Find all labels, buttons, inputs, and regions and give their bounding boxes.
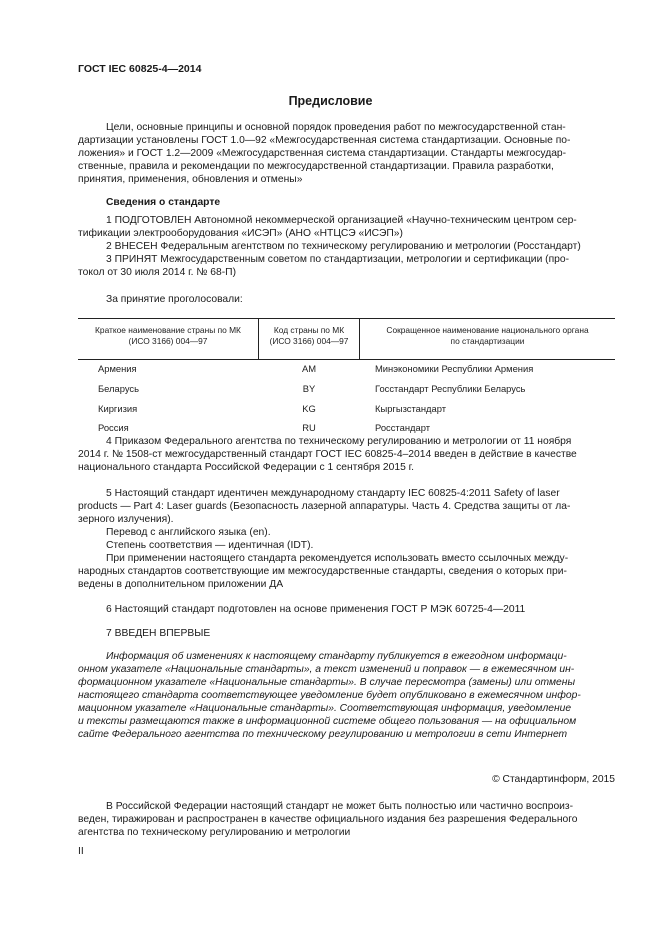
table-header-code: [259, 325, 359, 347]
legal-line: веден, тиражирован и распространен в качестве официального издания без разрешения Федерального: [78, 814, 578, 825]
legal-line: агентства по техническому регулированию и метрологии: [78, 827, 351, 838]
usage-line: ведены в дополнительном приложении ДА: [78, 579, 284, 590]
item-3-line: токол от 30 июля 2014 г. № 68-П): [78, 267, 237, 278]
table-cell-body: Госстандарт Республики Беларусь: [375, 383, 526, 394]
table-cell-body: Минэкономики Республики Армения: [375, 363, 534, 374]
table-cell-body: Кыргызстандарт: [375, 403, 447, 414]
translation-note: Перевод с английского языка (en).: [106, 527, 271, 538]
item-1-line: тификации электрооборудования «ИСЭП» (АНО «НТЦСЭ «ИСЭП»): [78, 228, 403, 239]
header-line: (ИСО 3166) 004—97: [269, 336, 349, 346]
intro-line: Цели, основные принципы и основной порядок проведения работ по межгосударственной стан-: [106, 122, 566, 133]
item-2: 2 ВНЕСЕН Федеральным агентством по техническому регулированию и метрологии (Росстандарт): [106, 241, 581, 252]
copyright-notice: © Стандартинформ, 2015: [492, 774, 615, 785]
page-number: II: [78, 846, 84, 857]
item-7: 7 ВВЕДЕН ВПЕРВЫЕ: [106, 628, 211, 639]
table-header-country: [78, 325, 258, 347]
table-cell-body: Росстандарт: [375, 422, 430, 433]
usage-line: народных стандартов соответствующие им межгосударственные стандарты, сведения о которых при-: [78, 566, 567, 577]
table-cell-code: RU: [302, 422, 316, 433]
info-line: формационном указателе «Национальные стандарты». В случае пересмотра (замены) или отмены: [78, 677, 576, 688]
header-line: Код страны по МК: [273, 325, 345, 335]
table-cell-code: KG: [302, 403, 316, 414]
table-cell-country: Армения: [98, 363, 137, 374]
item-5-line: зерного излучения).: [78, 514, 174, 525]
header-line: Сокращенное наименование национального органа: [386, 325, 589, 335]
info-line: настоящего стандарта соответствующее уведомление будет опубликовано в ежемесячном инфор-: [78, 690, 581, 701]
table-cell-code: AM: [301, 363, 317, 374]
degree-note: Степень соответствия — идентичная (IDT).: [106, 540, 314, 551]
header-line: по стандартизации: [450, 336, 525, 346]
item-1-line: 1 ПОДГОТОВЛЕН Автономной некоммерческой организацией «Научно-техническим центром сер-: [106, 215, 577, 226]
item-4-line: национального стандарта Российской Федерации с 1 сентября 2015 г.: [78, 462, 415, 473]
voting-table: [78, 318, 615, 433]
table-top-rule: [78, 318, 615, 319]
info-line: мационном указателе «Национальные стандарты». Соответствующая информация, уведомление: [78, 703, 572, 714]
intro-line: ложения» и ГОСТ 1.2—2009 «Межгосударственная система стандартизации. Стандарты межгосудар-: [78, 148, 567, 159]
info-line: и тексты размещаются также в информационной системе общего пользования — на официальном: [78, 716, 577, 727]
legal-line: В Российской Федерации настоящий стандарт не может быть полностью или частично воспроиз-: [106, 801, 574, 812]
table-header-body: [360, 325, 615, 347]
page-title: Предисловие: [288, 94, 373, 108]
table-cell-country: Россия: [98, 422, 129, 433]
item-4-line: 4 Приказом Федерального агентства по техническому регулированию и метрологии от 11 ноября: [106, 436, 572, 447]
table-cell-code: BY: [302, 383, 316, 394]
table-cell-country: Киргизия: [98, 403, 138, 414]
usage-line: При применении настоящего стандарта рекомендуется использовать вместо ссылочных между-: [106, 553, 569, 564]
item-4-line: 2014 г. № 1508-ст межгосударственный стандарт ГОСТ IEC 60825-4–2014 введен в действие в качестве: [78, 449, 577, 460]
table-header-rule: [78, 359, 615, 360]
document-header: ГОСТ IEC 60825-4—2014: [78, 63, 202, 75]
intro-line: ственные, правила и рекомендации по межгосударственной стандартизации. Правила разработки,: [78, 161, 554, 172]
intro-line: дартизации установлены ГОСТ 1.0—92 «Межгосударственная система стандартизации. Основные по-: [78, 135, 571, 146]
voted-label: За принятие проголосовали:: [106, 294, 243, 305]
info-line: Информация об изменениях к настоящему стандарту публикуется в ежегодном информаци-: [106, 651, 567, 662]
item-5-line: 5 Настоящий стандарт идентичен международному стандарту IEC 60825-4:2011 Safety of laser: [106, 488, 560, 499]
item-5-line: products — Part 4: Laser guards (Безопасность лазерной аппаратуры. Часть 4. Средства защиты от ла-: [78, 501, 571, 512]
info-line: сайте Федерального агентства по техническому регулированию и метрологии в сети Интернет: [78, 729, 568, 740]
info-line: онном указателе «Национальные стандарты», а текст изменений и поправок — в ежемесячном ин-: [78, 664, 575, 675]
intro-line: принятия, применения, обновления и отмены»: [78, 174, 303, 185]
header-line: Краткое наименование страны по МК: [95, 325, 241, 335]
item-6: 6 Настоящий стандарт подготовлен на основе применения ГОСТ Р МЭК 60725-4—2011: [106, 604, 526, 615]
table-cell-country: Беларусь: [98, 383, 140, 394]
header-line: (ИСО 3166) 004—97: [128, 336, 208, 346]
section-subheading: Сведения о стандарте: [106, 197, 221, 208]
item-3-line: 3 ПРИНЯТ Межгосударственным советом по стандартизации, метрологии и сертификации (про-: [106, 254, 570, 265]
